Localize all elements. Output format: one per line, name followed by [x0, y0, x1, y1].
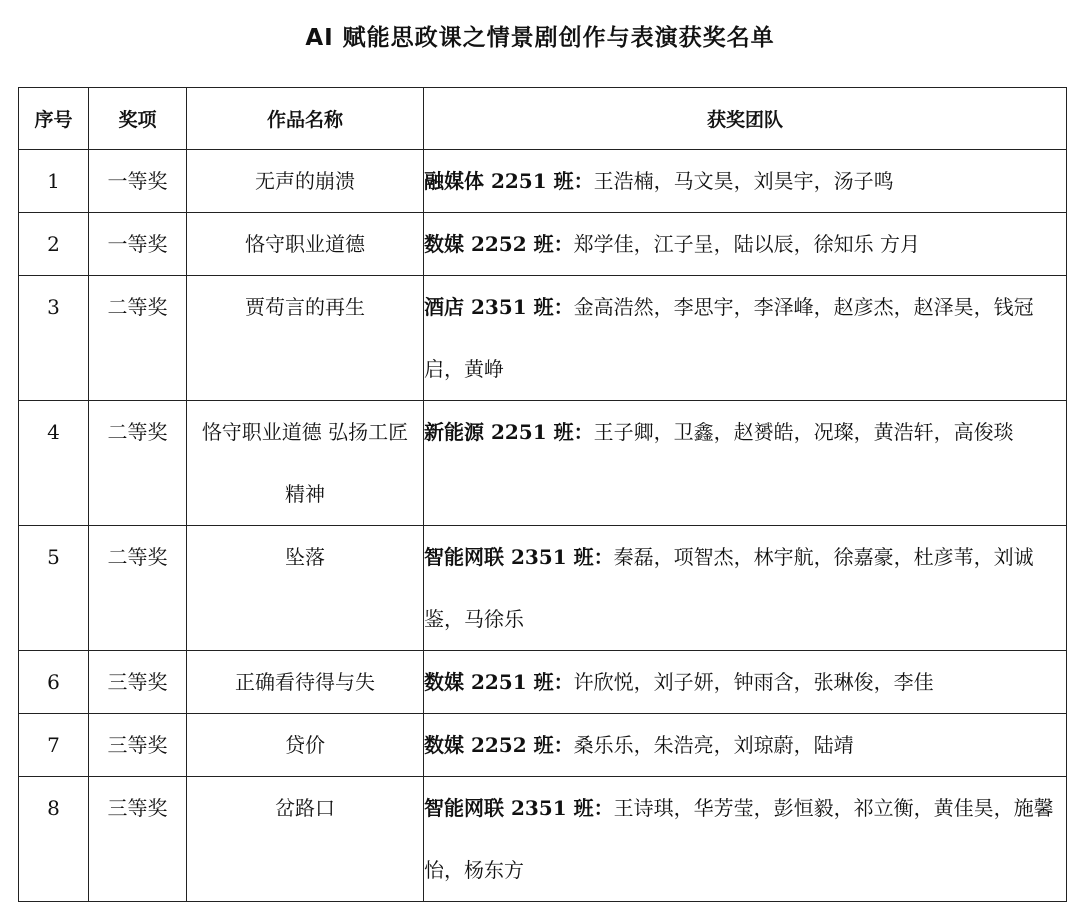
work-title-text: 恪守职业道德	[245, 232, 365, 256]
team-members: 郑学佳，江子呈，陆以辰，徐知乐 方月	[573, 232, 920, 256]
work-title-text: 恪守职业道德 弘扬工匠精神	[201, 420, 409, 506]
team-members: 王诗琪，华芳莹，彭恒毅，祁立衡，黄佳昊，施馨怡，杨东方	[424, 796, 1054, 882]
row-number: 2	[19, 213, 89, 276]
work-title-text: 贾苟言的再生	[245, 295, 365, 319]
row-work-title	[187, 777, 424, 902]
work-title-text: 坠落	[285, 545, 325, 569]
row-team	[424, 526, 1067, 651]
team-members: 王浩楠，马文昊，刘昊宇，汤子鸣	[593, 169, 894, 193]
team-class: 融媒体 2251 班：	[424, 169, 594, 193]
row-team	[424, 213, 1067, 276]
row-number: 3	[19, 276, 89, 401]
team-class: 数媒 2252 班：	[424, 733, 574, 757]
row-work-title	[187, 276, 424, 401]
header-work-title: 作品名称	[187, 88, 424, 150]
team-class: 智能网联 2351 班：	[424, 545, 614, 569]
table-row	[19, 150, 1067, 213]
table-row	[19, 401, 1067, 526]
team-members: 王子卿，卫鑫，赵赟皓，况璨，黄浩轩，高俊琰	[593, 420, 1014, 444]
row-team	[424, 276, 1067, 401]
awards-table	[18, 87, 1067, 902]
page-title: AI 赋能思政课之情景剧创作与表演获奖名单	[305, 25, 775, 51]
work-title-text: 无声的崩溃	[255, 169, 355, 193]
row-prize: 二等奖	[89, 526, 187, 651]
row-work-title	[187, 401, 424, 526]
row-team	[424, 777, 1067, 902]
table-row	[19, 651, 1067, 714]
team-class: 新能源 2251 班：	[424, 420, 594, 444]
row-prize: 三等奖	[89, 777, 187, 902]
team-members: 金高浩然，李思宇，李泽峰，赵彦杰，赵泽昊，钱冠启，黄峥	[424, 295, 1034, 381]
work-title-text: 贷价	[285, 733, 325, 757]
team-members: 秦磊，项智杰，林宇航，徐嘉豪，杜彦苇，刘诚鉴，马徐乐	[424, 545, 1034, 631]
table-row	[19, 213, 1067, 276]
table-row	[19, 714, 1067, 777]
row-work-title	[187, 213, 424, 276]
team-members: 桑乐乐，朱浩亮，刘琼蔚，陆靖	[573, 733, 854, 757]
header-number: 序号	[19, 88, 89, 150]
row-number: 5	[19, 526, 89, 651]
row-work-title	[187, 651, 424, 714]
row-number: 7	[19, 714, 89, 777]
row-number: 6	[19, 651, 89, 714]
row-work-title	[187, 150, 424, 213]
team-class: 酒店 2351 班：	[424, 295, 574, 319]
team-class: 数媒 2252 班：	[424, 232, 574, 256]
row-team	[424, 401, 1067, 526]
table-header-row	[19, 88, 1067, 150]
header-team: 获奖团队	[424, 88, 1067, 150]
table-row	[19, 777, 1067, 902]
table-row	[19, 526, 1067, 651]
team-members: 许欣悦，刘子妍，钟雨含，张琳俊，李佳	[573, 670, 934, 694]
row-prize: 一等奖	[89, 213, 187, 276]
row-number: 8	[19, 777, 89, 902]
work-title-text: 岔路口	[275, 796, 335, 820]
row-number: 1	[19, 150, 89, 213]
row-prize: 一等奖	[89, 150, 187, 213]
row-team	[424, 150, 1067, 213]
row-prize: 二等奖	[89, 401, 187, 526]
row-work-title	[187, 526, 424, 651]
row-team	[424, 651, 1067, 714]
team-class: 智能网联 2351 班：	[424, 796, 614, 820]
row-prize: 二等奖	[89, 276, 187, 401]
row-prize: 三等奖	[89, 714, 187, 777]
header-prize: 奖项	[89, 88, 187, 150]
row-team	[424, 714, 1067, 777]
team-class: 数媒 2251 班：	[424, 670, 574, 694]
table-row	[19, 276, 1067, 401]
work-title-text: 正确看待得与失	[235, 670, 375, 694]
row-prize: 三等奖	[89, 651, 187, 714]
row-number: 4	[19, 401, 89, 526]
row-work-title	[187, 714, 424, 777]
